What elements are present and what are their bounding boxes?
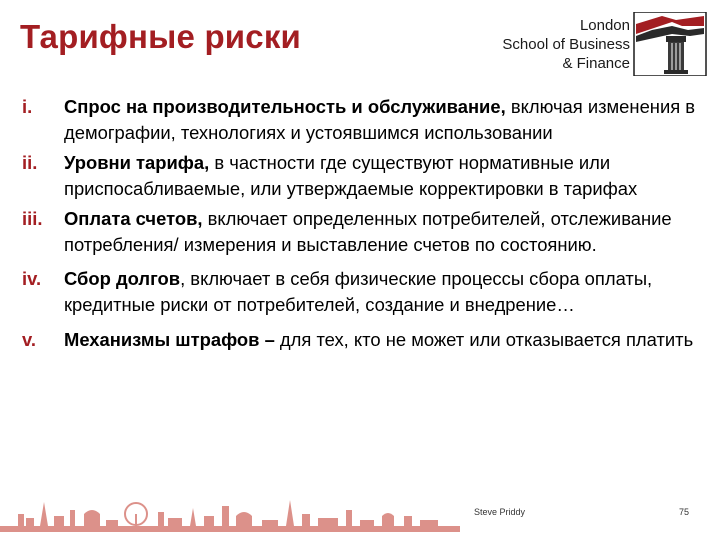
item-text: для тех, кто не может или отказывается платить bbox=[274, 329, 694, 350]
item-heading: Сбор долгов bbox=[64, 268, 181, 289]
item-heading: Спрос на производительность и обслуживание, bbox=[64, 96, 506, 117]
item-text: включает определенных потребителей, отслеживание потребления/ измерения и выставление счетов по состоянию. bbox=[64, 208, 672, 255]
list-item bbox=[22, 266, 702, 317]
list-item bbox=[22, 94, 702, 145]
item-text: , включает в себя физические процессы сбора оплаты, кредитные риски от потребителей, создание и внедрение… bbox=[64, 268, 653, 315]
item-heading: Механизмы штрафов – bbox=[64, 329, 275, 350]
logo-line-2: School of Business bbox=[502, 36, 630, 53]
logo-wordmark bbox=[502, 16, 630, 73]
list-marker: iv. bbox=[22, 268, 42, 289]
column-emblem-icon bbox=[632, 12, 708, 76]
footer-author: Steve Priddy bbox=[474, 507, 526, 517]
item-heading: Оплата счетов, bbox=[64, 208, 203, 229]
logo-line-3: & Finance bbox=[562, 55, 630, 72]
list-item bbox=[22, 327, 702, 353]
list-marker: v. bbox=[22, 329, 36, 350]
london-skyline-icon bbox=[0, 492, 460, 532]
list-marker: i. bbox=[22, 96, 33, 117]
page-number: 75 bbox=[679, 507, 690, 517]
item-heading: Уровни тарифа, bbox=[64, 152, 210, 173]
list-marker: ii. bbox=[22, 152, 38, 173]
item-text: включая изменения в демографии, технологиях и устоявшимся использовании bbox=[64, 96, 696, 143]
item-text: в частности где существуют нормативные или приспосабливаемые, или утверждаемые корректировки в тарифах bbox=[64, 152, 638, 199]
list-item bbox=[22, 150, 702, 201]
logo-line-1: London bbox=[579, 17, 630, 34]
school-logo bbox=[502, 10, 714, 76]
list-item bbox=[22, 206, 702, 257]
slide-title: Тарифные риски bbox=[20, 18, 302, 55]
risk-list bbox=[22, 94, 702, 358]
list-marker: iii. bbox=[22, 208, 43, 229]
